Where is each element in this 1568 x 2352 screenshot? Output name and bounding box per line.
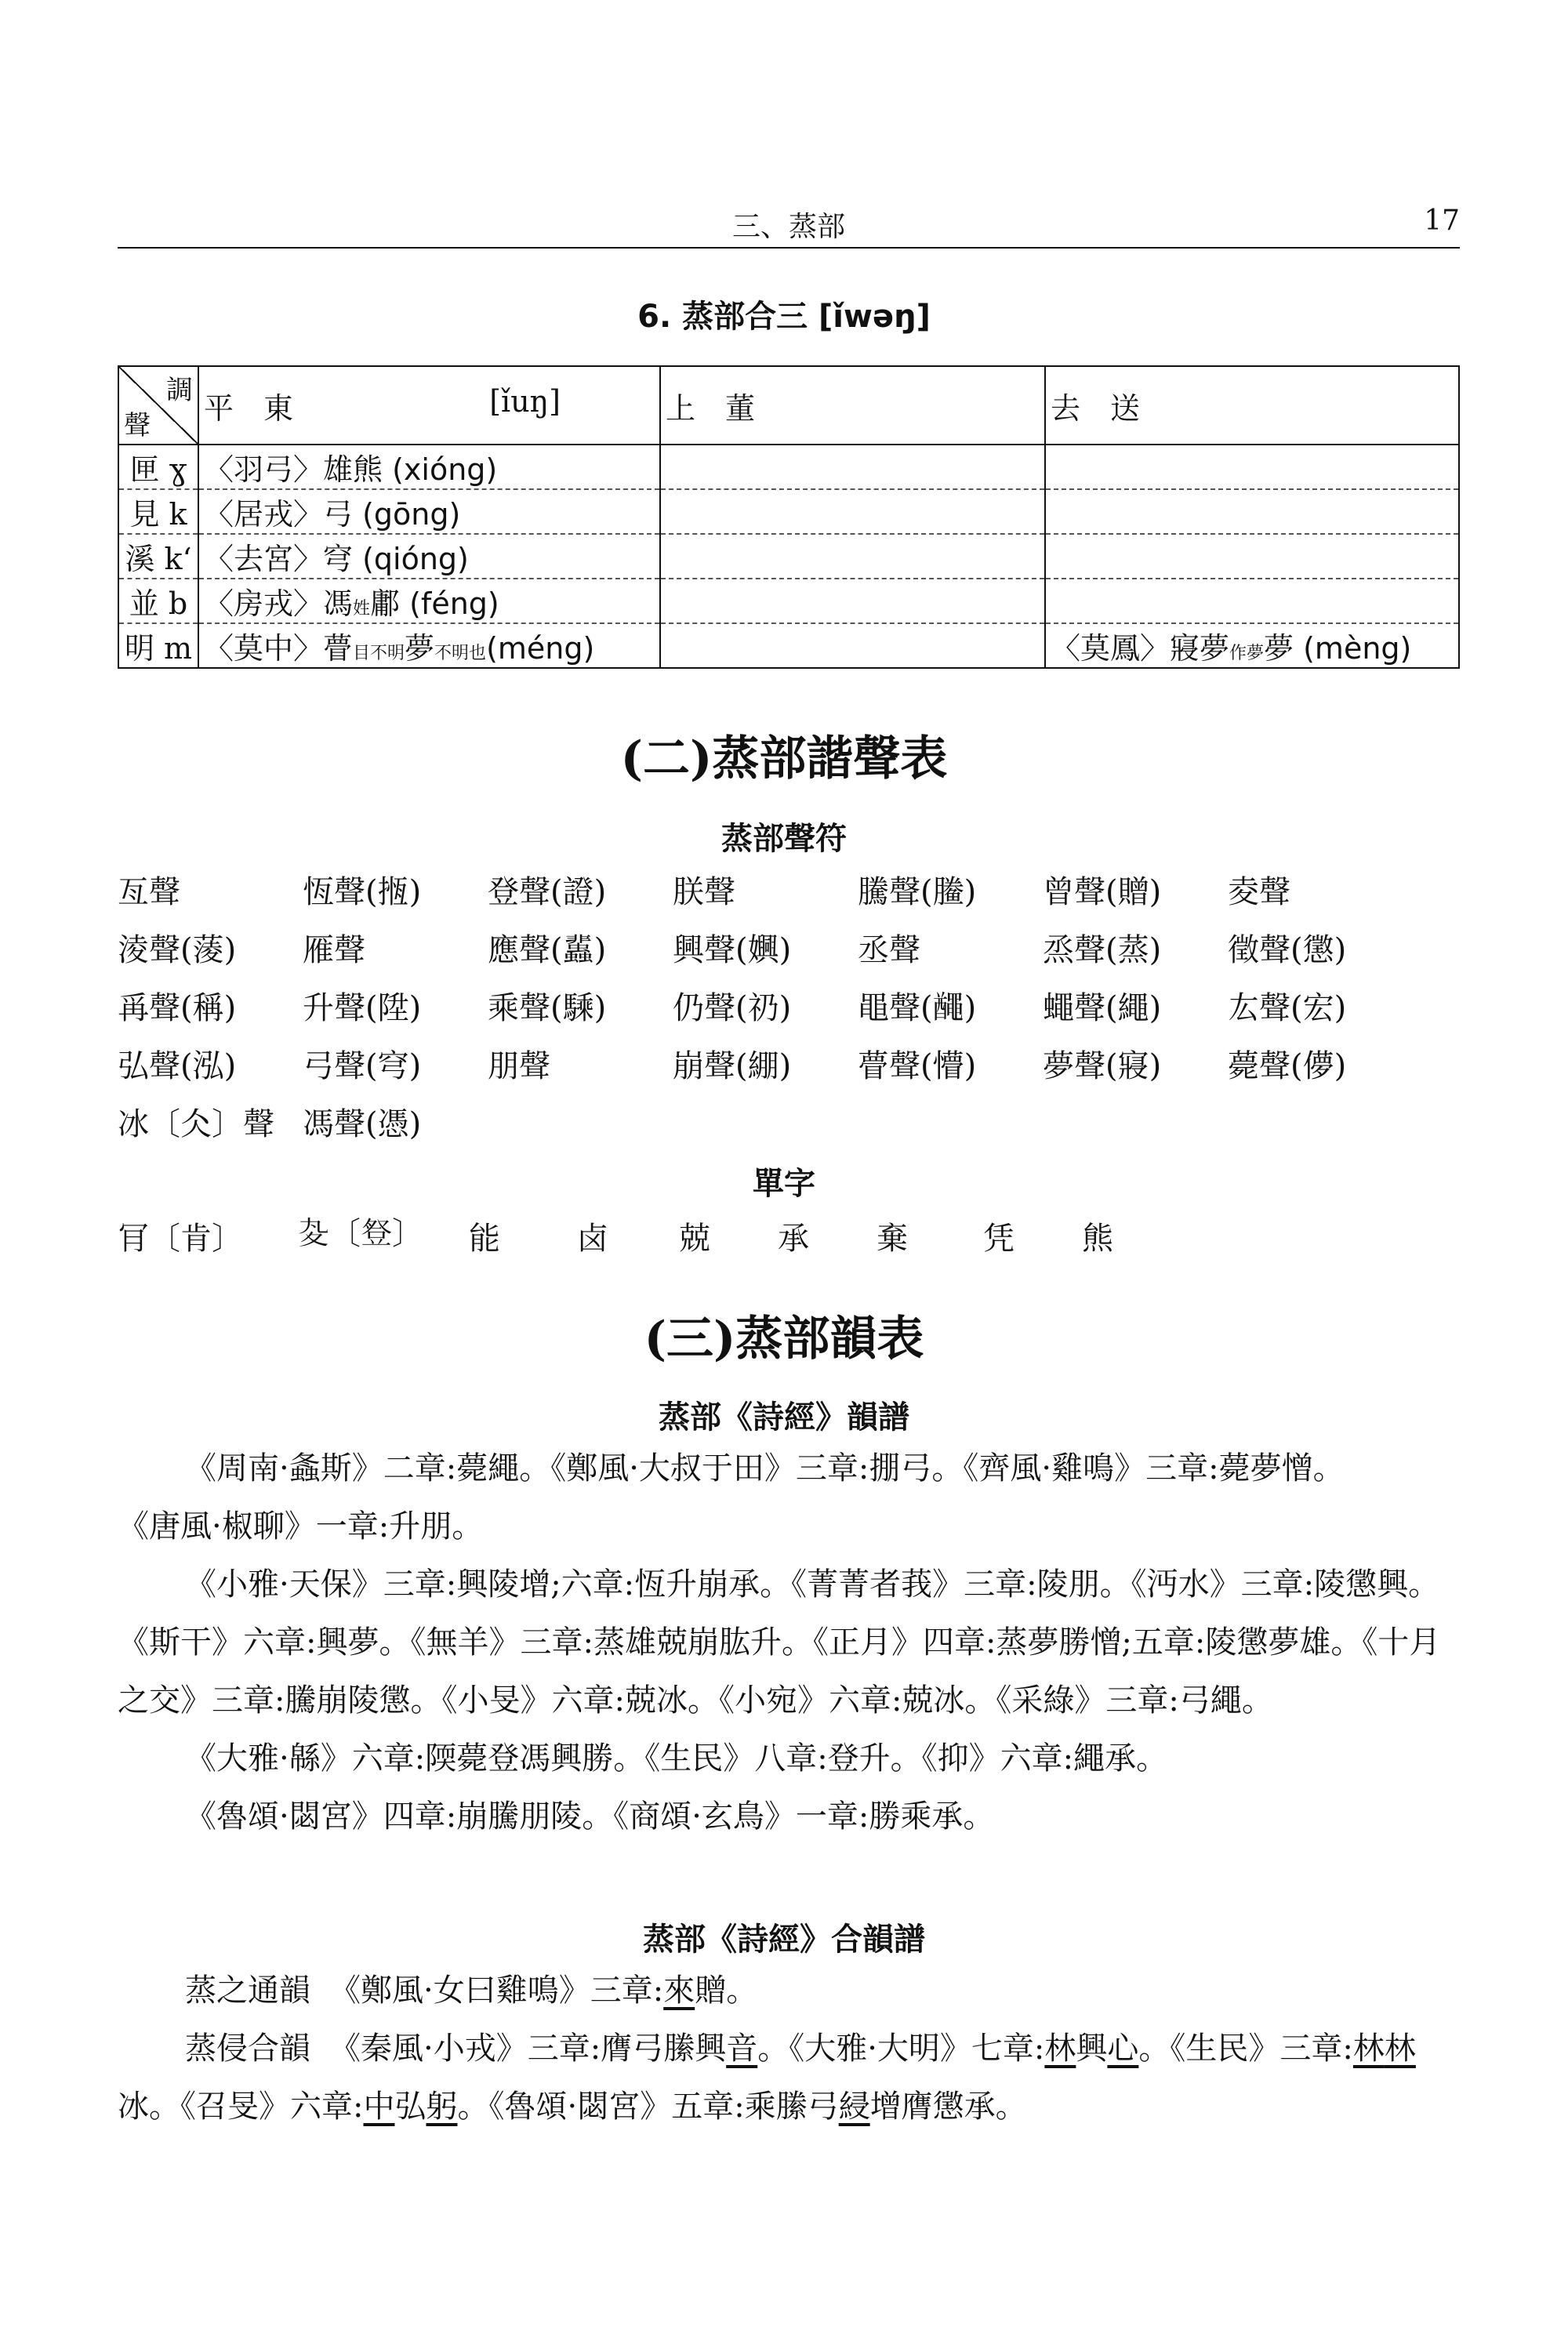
phonetic-entry: 黽聲(𪓰) (858, 990, 977, 1026)
phonetic-entry: 雁聲 (303, 932, 365, 968)
ping-cell (198, 579, 660, 623)
table-header-row (118, 366, 1459, 445)
phonetic-entry: 瞢聲(懵) (858, 1048, 977, 1084)
combined-para-1 (118, 1962, 1460, 2020)
col-header-qu (1045, 366, 1459, 445)
phonetic-entry: 馮聲(憑) (303, 1106, 422, 1142)
section-heading-3: (三)蒸部韻表 (644, 1312, 924, 1367)
sub-heading-single: 單字 (753, 1166, 815, 1202)
ping-text: 〈莫中〉瞢 (204, 631, 354, 666)
shang-cell (660, 489, 1045, 534)
single-char: 承 (778, 1221, 809, 1257)
section-heading-2: (二)蒸部諧聲表 (620, 731, 948, 786)
diagonal-corner (119, 367, 198, 444)
table-row (118, 445, 1459, 489)
initial-cell: 匣 ɣ (118, 445, 198, 489)
qu-cell (1045, 579, 1459, 623)
shang-cell (660, 445, 1045, 489)
initial-cell: 見 k (118, 489, 198, 534)
phonetic-entry: 烝聲(蒸) (1043, 932, 1162, 968)
single-char: 能 (469, 1221, 500, 1257)
single-char: 熊 (1082, 1221, 1113, 1257)
phonetic-entry: 恆聲(揯) (303, 874, 422, 910)
corner-bottom-label: 聲 (124, 410, 151, 441)
phonetic-entry: 厷聲(宏) (1228, 990, 1347, 1026)
phonetic-entry: 薨聲(儚) (1228, 1048, 1347, 1084)
shang-cell (660, 534, 1045, 579)
phonetic-entry: 朕聲 (673, 874, 735, 910)
text-span: 。《魯頌·閟宮》五章:乘縢弓 (457, 2089, 839, 2125)
phonetic-entry: 淩聲(蔆) (118, 932, 237, 968)
phonetic-entry: 蠅聲(繩) (1043, 990, 1162, 1026)
rhyme-para-2: 《小雅·天保》三章:興陵增;六章:恆升崩承。《菁菁者莪》三章:陵朋。《沔水》三章:陵懲興。《斯干》六章:興夢。《無羊》三章:蒸雄兢崩肱升。《正月》四章:蒸夢勝憎;五章:陵懲夢雄。《十月之交》三章:騰崩陵懲。《小旻》六章:兢冰。《小宛》六章:兢冰。《采綠》三章:弓繩。 (118, 1566, 1441, 1719)
underlined-char: 躬 (426, 2089, 458, 2125)
phonetic-entry: 仍聲(礽) (673, 990, 792, 1026)
phonetic-entry: 弓聲(穹) (303, 1048, 422, 1084)
text-span: 興 (1076, 2031, 1108, 2067)
rhyme-para-1: 《周南·螽斯》二章:薨繩。《鄭風·大叔于田》三章:掤弓。《齊風·雞鳴》三章:薨夢憎。 (185, 1450, 1345, 1486)
underlined-char: 林 (1352, 2031, 1385, 2067)
underlined-char: 來 (663, 1973, 695, 2009)
table-title: 6. 蒸部合三 [ǐwəŋ] (637, 299, 931, 335)
phonetic-entry: 登聲(證) (488, 874, 607, 910)
text-span: 《秦風·小戎》三章:膺弓縢興 (329, 2031, 727, 2067)
rhyme-para-1b: 《唐風·椒聊》一章:升朋。 (118, 1508, 484, 1544)
rhyme-para-4: 《魯頌·閟宮》四章:崩騰朋陵。《商頌·玄鳥》一章:勝乘承。 (185, 1798, 995, 1835)
table-row (118, 579, 1459, 623)
text-span: 增膺懲承。 (869, 2089, 1027, 2125)
table-row (118, 623, 1459, 668)
col-header-shang (660, 366, 1045, 445)
ping-annotation-2: 不明也 (434, 644, 487, 663)
qu-text: 〈莫鳳〉寢夢 (1051, 631, 1230, 666)
initial-cell: 並 b (118, 579, 198, 623)
ping-text-mid: 夢 (405, 631, 435, 666)
col-shang-label: 上 董 (666, 390, 756, 426)
phonetic-entry: 夢聲(寢) (1043, 1048, 1162, 1084)
text-span: 弘 (394, 2089, 426, 2125)
shang-cell (660, 623, 1045, 668)
col-ping-ipa: [ǐuŋ] (489, 383, 561, 419)
text-span: 。《生民》三章: (1138, 2031, 1353, 2067)
phonetic-entry: 徵聲(懲) (1228, 932, 1347, 968)
phonetic-entry: 騰聲(䲢) (858, 874, 977, 910)
ping-cell: 〈去宮〉穹 (qióng) (198, 534, 660, 579)
single-char: 肎〔肯〕 (118, 1221, 243, 1257)
initial-cell: 溪 kʻ (118, 534, 198, 579)
corner-cell (118, 366, 198, 445)
ping-cell: 〈居戎〉弓 (gōng) (198, 489, 660, 534)
qu-text-end: 夢 (mèng) (1264, 631, 1412, 666)
underlined-char: 林 (1384, 2031, 1416, 2067)
sub-heading-combined: 蒸部《詩經》合韻譜 (643, 1922, 925, 1958)
sub-heading-rhyme: 蒸部《詩經》韻譜 (659, 1399, 909, 1436)
phonetic-entry: 乘聲(騬) (488, 990, 607, 1026)
phonetic-entry: 曾聲(贈) (1043, 874, 1162, 910)
qu-cell (1045, 623, 1459, 668)
phonetic-entry: 弘聲(泓) (118, 1048, 237, 1084)
single-char: 兢 (679, 1221, 710, 1257)
col-qu-label: 去 送 (1051, 390, 1141, 426)
text-span: 《鄭風·女曰雞鳴》三章: (329, 1973, 664, 2009)
single-char: 卤 (577, 1221, 608, 1257)
tone-table (118, 365, 1460, 669)
phonetic-entry: 夌聲 (1228, 874, 1290, 910)
text-span: 贈。 (695, 1973, 758, 2009)
ping-text-end: 鄘 (féng) (370, 586, 499, 621)
running-header (118, 200, 1460, 249)
running-title: 三、蒸部 (731, 211, 845, 243)
combined-rhyme-paragraphs (118, 1962, 1460, 2136)
page-number: 17 (1424, 205, 1460, 237)
underlined-char: 中 (363, 2089, 395, 2125)
initial-cell: 明 m (118, 623, 198, 668)
qu-cell (1045, 489, 1459, 534)
col-ping-label: 平 東 (204, 390, 294, 426)
phonetic-entry: 丞聲 (858, 932, 920, 968)
underlined-char: 心 (1107, 2031, 1139, 2067)
single-char: 𡕞〔豋〕 (298, 1216, 423, 1252)
phonetic-entry: 冰〔仌〕聲 (118, 1106, 274, 1142)
phonetic-entry: 亙聲 (118, 874, 180, 910)
rhyme-para-3: 《大雅·緜》六章:陾薨登馮興勝。《生民》八章:登升。《抑》六章:繩承。 (185, 1740, 1168, 1777)
ping-text: 〈房戎〉馮 (204, 586, 354, 621)
qu-cell (1045, 445, 1459, 489)
table-row (118, 489, 1459, 534)
text-span: 。《大雅·大明》七章: (757, 2031, 1045, 2067)
phonetic-entry: 興聲(嬹) (673, 932, 792, 968)
phonetic-entry: 應聲(𧕿) (488, 932, 607, 968)
shang-cell (660, 579, 1045, 623)
combined-para-2 (118, 2020, 1460, 2136)
table-row (118, 534, 1459, 579)
rhyme-type-label: 蒸侵合韻 (185, 2031, 310, 2067)
col-header-ping (198, 366, 660, 445)
phonetic-entry: 升聲(陞) (303, 990, 422, 1026)
phonetic-entry: 朋聲 (488, 1048, 550, 1084)
ping-annotation: 姓 (353, 599, 371, 619)
phonetic-entry: 崩聲(綳) (673, 1048, 792, 1084)
underlined-char: 音 (726, 2031, 758, 2067)
sub-heading-phonetics: 蒸部聲符 (721, 821, 847, 857)
ping-cell: 〈羽弓〉雄熊 (xióng) (198, 445, 660, 489)
single-char: 凭 (983, 1221, 1014, 1257)
ping-annotation: 目不明 (353, 644, 405, 663)
underlined-char: 綅 (838, 2089, 870, 2125)
rhyme-paragraphs (118, 1439, 1460, 1846)
rhyme-type-label: 蒸之通韻 (185, 1973, 310, 2009)
underlined-char: 林 (1044, 2031, 1076, 2067)
text-span: 冰。《召旻》六章: (118, 2089, 364, 2125)
qu-annotation: 作夢 (1229, 644, 1265, 663)
ping-text-end: (méng) (486, 631, 595, 666)
corner-top-label: 調 (166, 375, 193, 406)
single-char: 棄 (877, 1221, 908, 1257)
phonetic-entry: 爯聲(稱) (118, 990, 237, 1026)
ping-cell (198, 623, 660, 668)
qu-cell (1045, 534, 1459, 579)
